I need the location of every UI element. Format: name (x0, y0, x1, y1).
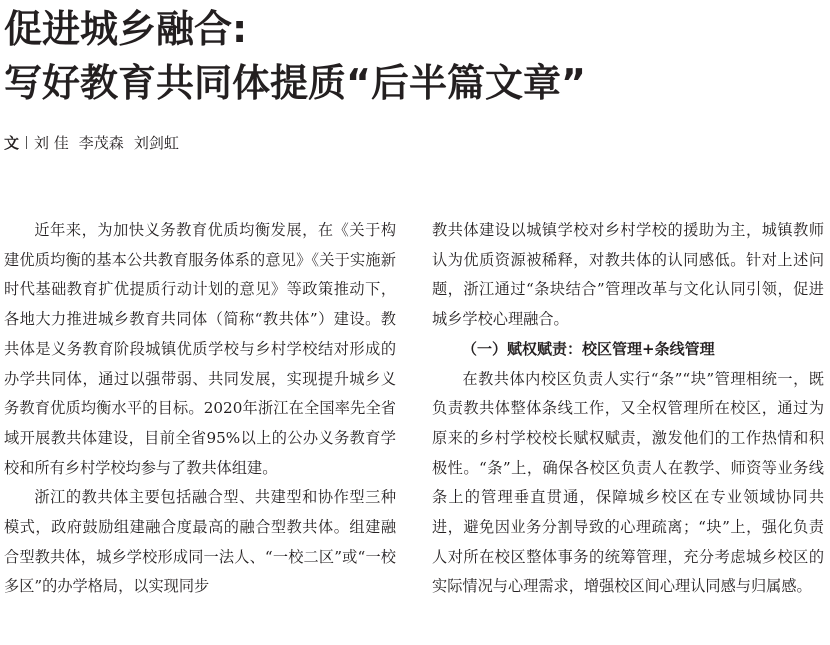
article-title-line-2: 写好教育共同体提质“后半篇文章” (4, 61, 586, 105)
byline-label: 文 (4, 134, 20, 152)
author-1: 刘 佳 (34, 134, 69, 152)
right-paragraph-2: 在教共体内校区负责人实行“条”“块”管理相统一，既负责教共体整体条线工作，又全权管理所在校区，通过为原来的乡村学校校长赋权赋责，激发他们的工作热情和积极性。“条”上，确保各校区负责人在教学、师资等业务线条上的管理垂直贯通，保障城乡校区在专业领域协同共进，避免因业务分割导致的心理疏离；“块”上，强化负责人对所在校区整体事务的统筹管理，充分考虑城乡校区的实际情况与心理需求，增强校区间心理认同感与归属感。 (432, 369, 824, 596)
author-3: 刘剑虹 (133, 134, 179, 152)
right-column (432, 216, 824, 602)
left-paragraph-2: 浙江的教共体主要包括融合型、共建型和协作型三种模式，政府鼓励组建融合度最高的融合型教共体。组建融合型教共体，城乡学校形成同一法人、“一校二区”或“一校多区”的办学格局，以实现同步 (4, 488, 396, 596)
byline (4, 132, 189, 154)
section-heading: （一）赋权赋责：校区管理+条线管理 (462, 339, 715, 358)
article-title-line-1: 促进城乡融合: (4, 7, 248, 51)
left-paragraph-1: 近年来，为加快义务教育优质均衡发展，在《关于构建优质均衡的基本公共教育服务体系的意见》《关于实施新时代基础教育扩优提质行动计划的意见》等政策推动下，各地大力推进城乡教育共同体（简称“教共体”）建设。教共体是义务教育阶段城镇优质学校与乡村学校结对形成的办学共同体，通过以强带弱、共同发展，实现提升城乡义务教育优质均衡水平的目标。2020年浙江在全国率先全省域开展教共体建设，目前全省95%以上的公办义务教育学校和所有乡村学校均参与了教共体组建。 (4, 221, 396, 477)
author-2: 李茂森 (78, 134, 124, 152)
left-column (4, 216, 396, 602)
byline-divider (26, 136, 27, 149)
right-paragraph-continued: 教共体建设以城镇学校对乡村学校的援助为主，城镇教师认为优质资源被稀释，对教共体的认同感低。针对上述问题，浙江通过“条块结合”管理改革与文化认同引领，促进城乡学校心理融合。 (432, 221, 824, 329)
article-title (4, 2, 586, 110)
